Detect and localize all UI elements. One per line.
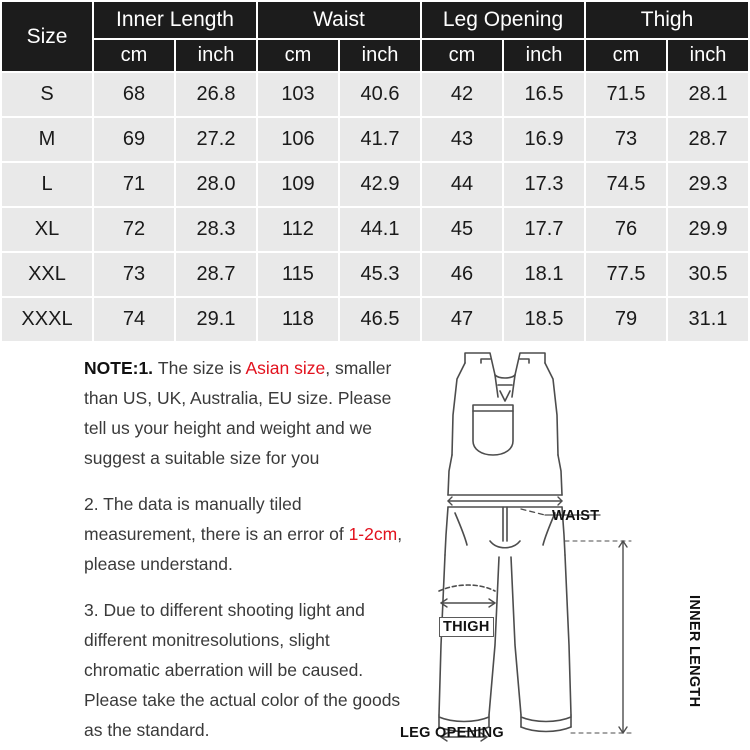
table-group-header-row: [1, 1, 749, 39]
cell-value: 69: [93, 117, 175, 162]
cell-value: 47: [421, 297, 503, 342]
cell-value: 45.3: [339, 252, 421, 297]
cell-value: 68: [93, 72, 175, 117]
cell-value: 109: [257, 162, 339, 207]
header-inner-length: Inner Length: [93, 1, 257, 39]
label-leg-opening: LEG OPENING: [400, 725, 505, 741]
cell-size: XXXL: [1, 297, 93, 342]
cell-value: 41.7: [339, 117, 421, 162]
table-row: [1, 72, 749, 117]
cell-value: 28.1: [667, 72, 749, 117]
header-unit-5: inch: [503, 39, 585, 72]
cell-value: 103: [257, 72, 339, 117]
cell-value: 29.1: [175, 297, 257, 342]
cell-value: 72: [93, 207, 175, 252]
cell-value: 73: [585, 117, 667, 162]
cell-value: 76: [585, 207, 667, 252]
cell-value: 17.7: [503, 207, 585, 252]
cell-value: 44.1: [339, 207, 421, 252]
cell-size: XXL: [1, 252, 93, 297]
cell-size: L: [1, 162, 93, 207]
table-row: [1, 162, 749, 207]
cell-value: 28.7: [175, 252, 257, 297]
cell-value: 27.2: [175, 117, 257, 162]
cell-value: 28.3: [175, 207, 257, 252]
cell-value: 18.1: [503, 252, 585, 297]
cell-value: 106: [257, 117, 339, 162]
note-1-highlight: Asian size: [245, 358, 326, 378]
overall-measurement-diagram: [395, 345, 750, 745]
cell-value: 42.9: [339, 162, 421, 207]
note-1: [84, 353, 404, 473]
header-unit-0: cm: [93, 39, 175, 72]
cell-value: 29.9: [667, 207, 749, 252]
cell-value: 30.5: [667, 252, 749, 297]
header-waist: Waist: [257, 1, 421, 39]
cell-value: 44: [421, 162, 503, 207]
table-row: [1, 207, 749, 252]
header-unit-2: cm: [257, 39, 339, 72]
size-table: [0, 0, 750, 343]
cell-value: 46.5: [339, 297, 421, 342]
note-1-text-b: , smaller than US, UK, Australia, EU size. Please tell us your height and weight and we suggest a suitable size for you: [84, 358, 392, 468]
cell-value: 46: [421, 252, 503, 297]
header-unit-6: cm: [585, 39, 667, 72]
note-1-label: NOTE:1.: [84, 358, 158, 378]
label-inner-length: INNER LENGTH: [686, 595, 702, 708]
cell-size: S: [1, 72, 93, 117]
header-thigh: Thigh: [585, 1, 749, 39]
cell-value: 18.5: [503, 297, 585, 342]
header-leg-opening: Leg Opening: [421, 1, 585, 39]
table-header: [1, 1, 749, 72]
cell-value: 16.9: [503, 117, 585, 162]
header-unit-3: inch: [339, 39, 421, 72]
cell-value: 74.5: [585, 162, 667, 207]
cell-value: 73: [93, 252, 175, 297]
cell-value: 79: [585, 297, 667, 342]
cell-value: 28.0: [175, 162, 257, 207]
cell-value: 16.5: [503, 72, 585, 117]
cell-value: 74: [93, 297, 175, 342]
cell-value: 45: [421, 207, 503, 252]
note-1-text-a: The size is: [157, 358, 246, 378]
header-size: Size: [1, 1, 93, 72]
table-row: [1, 252, 749, 297]
cell-size: M: [1, 117, 93, 162]
cell-value: 42: [421, 72, 503, 117]
cell-value: 43: [421, 117, 503, 162]
cell-value: 40.6: [339, 72, 421, 117]
note-2-text-a: 2. The data is manually tiled measurement, there is an error of: [84, 494, 349, 544]
header-unit-4: cm: [421, 39, 503, 72]
cell-value: 31.1: [667, 297, 749, 342]
notes-and-diagram-section: [0, 343, 750, 750]
table-body: [1, 72, 749, 342]
cell-size: XL: [1, 207, 93, 252]
cell-value: 112: [257, 207, 339, 252]
cell-value: 17.3: [503, 162, 585, 207]
note-3: 3. Due to different shooting light and different monitresolutions, slight chromatic aberration will be caused. Please take the actual color of the goods as the standard.: [84, 600, 401, 740]
cell-value: 118: [257, 297, 339, 342]
table-unit-header-row: [1, 39, 749, 72]
header-unit-7: inch: [667, 39, 749, 72]
header-unit-1: inch: [175, 39, 257, 72]
cell-value: 71.5: [585, 72, 667, 117]
cell-value: 115: [257, 252, 339, 297]
cell-value: 26.8: [175, 72, 257, 117]
note-2-highlight: 1-2cm: [348, 524, 398, 544]
cell-value: 29.3: [667, 162, 749, 207]
cell-value: 28.7: [667, 117, 749, 162]
table-row: [1, 297, 749, 342]
note-2: [84, 489, 404, 579]
notes-block: [84, 353, 404, 750]
label-thigh: THIGH: [439, 617, 494, 637]
cell-value: 71: [93, 162, 175, 207]
table-row: [1, 117, 749, 162]
cell-value: 77.5: [585, 252, 667, 297]
label-waist: WAIST: [552, 508, 600, 524]
note-2-text-b: , please understand.: [84, 524, 403, 574]
